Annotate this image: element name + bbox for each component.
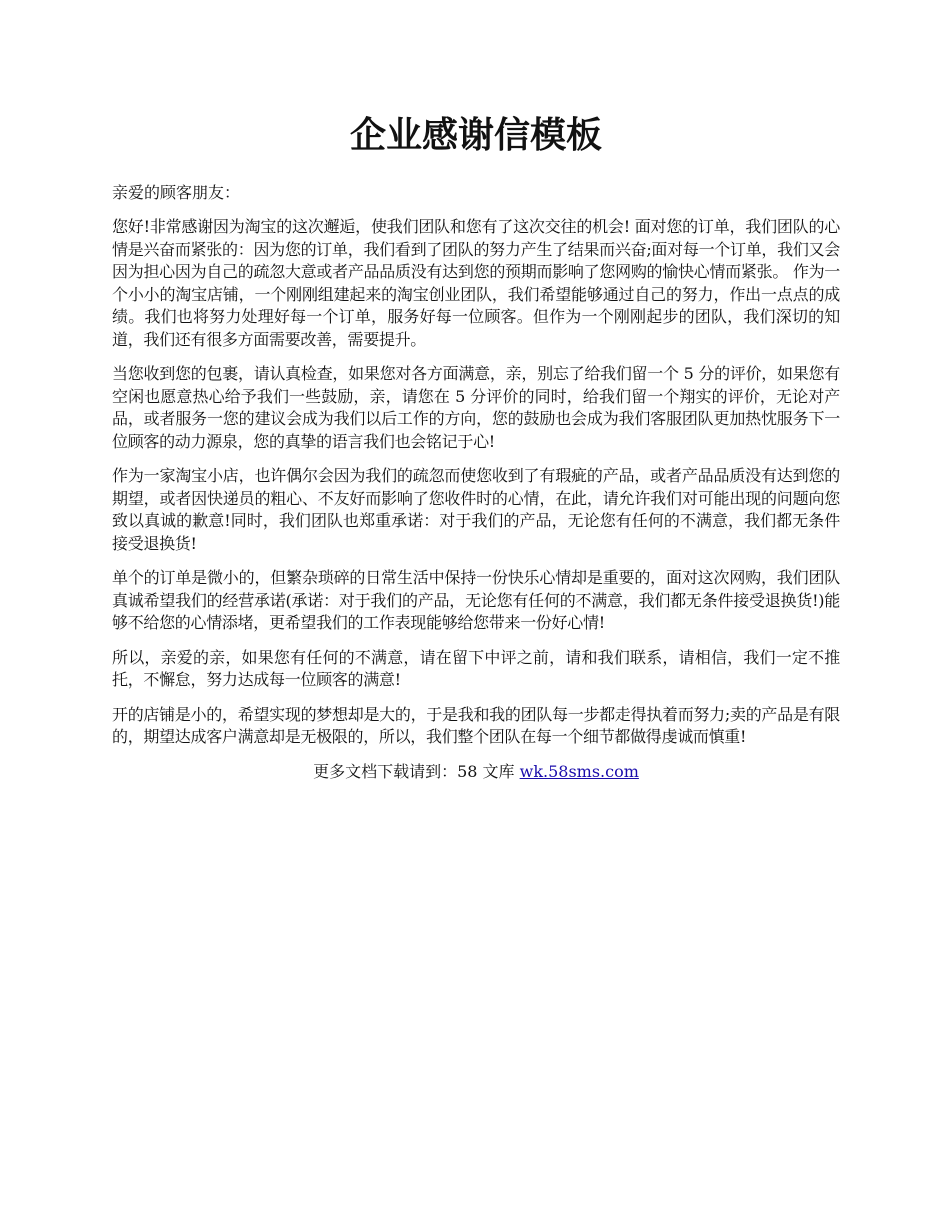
footer-prefix: 更多文档下载请到：58 文库 — [313, 761, 520, 781]
footer-note — [112, 761, 840, 783]
paragraph-5: 所以，亲爱的亲，如果您有任何的不满意，请在留下中评之前，请和我们联系，请相信，我们一定不推托，不懈怠，努力达成每一位顾客的满意! — [112, 647, 840, 689]
paragraph-1: 您好!非常感谢因为淘宝的这次邂逅，使我们团队和您有了这次交往的机会! 面对您的订单，我们团队的心情是兴奋而紧张的：因为您的订单，我们看到了团队的努力产生了结果而兴奋;面对每一个订单，我们又会因为担心因为自己的疏忽大意或者产品品质没有达到您的预期而影响了您网购的愉快心情而紧张。 作为一个小小的淘宝店铺，一个刚刚组建起来的淘宝创业团队，我们希望能够通过自己的努力，作出一点点的成绩。我们也将努力处理好每一个订单，服务好每一位顾客。但作为一个刚刚起步的团队，我们深切的知道，我们还有很多方面需要改善，需要提升。 — [112, 217, 840, 349]
document-title: 企业感谢信模板 — [349, 115, 602, 156]
paragraph-2: 当您收到您的包裹，请认真检查，如果您对各方面满意，亲，别忘了给我们留一个 5 分的评价，如果您有空闲也愿意热心给予我们一些鼓励，亲，请您在 5 分评价的同时，给我们留一个翔实的评价，无论对产品，或者服务一您的建议会成为我们以后工作的方向，您的鼓励也会成为我们客服团队更加热忱服务下一位顾客的动力源泉，您的真挚的语言我们也会铭记于心! — [112, 364, 840, 451]
document-page — [112, 110, 840, 783]
paragraph-3: 作为一家淘宝小店，也许偶尔会因为我们的疏忽而使您收到了有瑕疵的产品，或者产品品质没有达到您的期望，或者因快递员的粗心、不友好而影响了您收件时的心情，在此，请允许我们对可能出现的问题向您致以真诚的歉意!同时，我们团队也郑重承诺：对于我们的产品，无论您有任何的不满意，我们都无条件接受退换货! — [112, 466, 840, 553]
paragraph-4: 单个的订单是微小的，但繁杂琐碎的日常生活中保持一份快乐心情却是重要的，面对这次网购，我们团队真诚希望我们的经营承诺(承诺：对于我们的产品，无论您有任何的不满意，我们都无条件接受退换货!)能够不给您的心情添堵，更希望我们的工作表现能够给您带来一份好心情! — [112, 568, 840, 632]
footer-link[interactable]: wk.58sms.com — [519, 761, 639, 781]
salutation: 亲爱的顾客朋友： — [112, 183, 241, 202]
paragraph-6: 开的店铺是小的，希望实现的梦想却是大的，于是我和我的团队每一步都走得执着而努力;卖的产品是有限的，期望达成客户满意却是无极限的，所以，我们整个团队在每一个细节都做得虔诚而慎重! — [112, 704, 840, 746]
